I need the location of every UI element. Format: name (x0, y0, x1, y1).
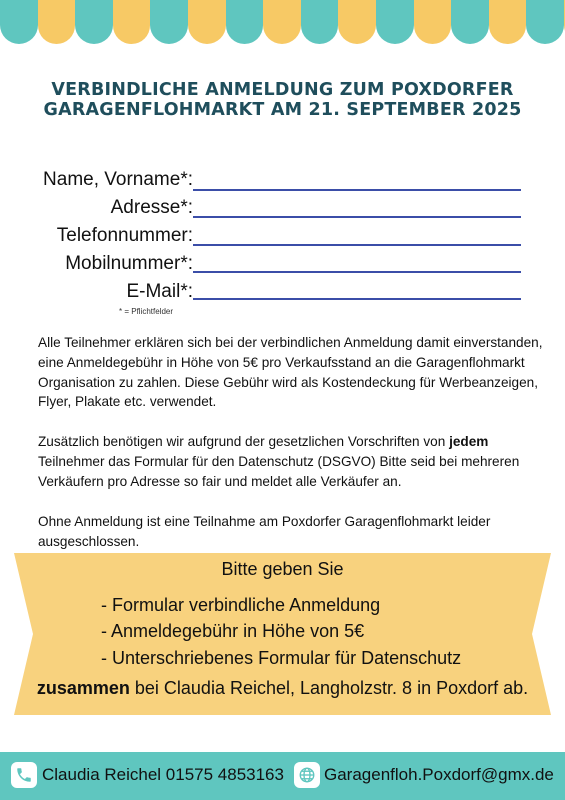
globe-icon (294, 762, 320, 788)
awning-stripe (0, 0, 38, 44)
awning-stripe (113, 0, 151, 44)
awning-stripe (414, 0, 452, 44)
page-title-line-2: GARAGENFLOHMARKT AM 21. SEPTEMBER 2025 (43, 100, 522, 120)
banner-footer-text: bei Claudia Reichel, Langholzstr. 8 in Poxdorf ab. (129, 678, 529, 698)
awning-stripe (338, 0, 376, 44)
awning-stripe (451, 0, 489, 44)
form-row-address (0, 197, 193, 223)
name-field[interactable] (193, 189, 521, 191)
awning-stripe (263, 0, 301, 44)
banner-list-item: - Anmeldegebühr in Höhe von 5€ (101, 621, 365, 641)
banner-heading: Bitte geben Sie (221, 559, 344, 579)
privacy-paragraph-emphasis: jedem (449, 434, 489, 449)
mobile-label: Mobilnummer*: (65, 253, 193, 274)
required-fields-note: * = Pflichtfelder (119, 307, 174, 316)
form-row-email (0, 281, 193, 307)
fee-paragraph: Alle Teilnehmer erklären sich bei der verbindlichen Anmeldung damit einverstanden, eine Anmeldegebühr in Höhe von 5€ pro Verkaufsstand an die Garagenflohmarkt Organisation zu zahlen. Diese Gebühr wird als Kostendeckung für Werbeanzeigen, Flyer, Plakate etc. verwendet. (38, 335, 543, 410)
page-title (0, 80, 565, 120)
email-label: E-Mail*: (126, 281, 193, 302)
contact-email[interactable]: Garagenfloh.Poxdorf@gmx.de (324, 765, 554, 784)
address-label: Adresse*: (110, 197, 193, 218)
form-row-phone (0, 225, 193, 251)
awning-stripe (38, 0, 76, 44)
awning-stripe (526, 0, 564, 44)
phone-icon (11, 762, 37, 788)
address-field[interactable] (193, 216, 521, 218)
form-row-mobile (0, 253, 193, 279)
exclusion-paragraph: Ohne Anmeldung ist eine Teilnahme am Poxdorfer Garagenflohmarkt leider ausgeschlossen. (38, 514, 491, 549)
privacy-paragraph-end: Teilnehmer das Formular für den Datenschutz (DSGVO) Bitte seid bei mehreren Verkäufern pro Adresse so fair und meldet alle Verkäufer an. (38, 453, 520, 489)
mobile-field[interactable] (193, 271, 521, 273)
banner-list-item: - Formular verbindliche Anmeldung (101, 595, 381, 615)
awning-stripe (150, 0, 188, 44)
phone-label: Telefonnummer: (56, 225, 193, 246)
banner-footer (0, 678, 565, 699)
privacy-paragraph (38, 432, 548, 491)
banner-footer-emphasis: zusammen (36, 678, 130, 698)
phone-field[interactable] (193, 244, 521, 246)
awning-stripe (226, 0, 264, 44)
banner-list-item: - Unterschriebenes Formular für Datenschutz (101, 648, 462, 668)
email-field[interactable] (193, 298, 521, 300)
page-title-line-1: VERBINDLICHE ANMELDUNG ZUM POXDORFER (51, 80, 514, 100)
awning-stripe (301, 0, 339, 44)
form-row-name (0, 169, 193, 195)
privacy-paragraph-start: Zusätzlich benötigen wir aufgrund der gesetzlichen Vorschriften von (38, 434, 450, 449)
awning-decoration (0, 0, 565, 46)
awning-stripe (376, 0, 414, 44)
awning-stripe (75, 0, 113, 44)
contact-phone: Claudia Reichel 01575 4853163 (42, 765, 284, 784)
awning-stripe (188, 0, 226, 44)
name-label: Name, Vorname*: (43, 169, 193, 190)
awning-stripe (489, 0, 527, 44)
